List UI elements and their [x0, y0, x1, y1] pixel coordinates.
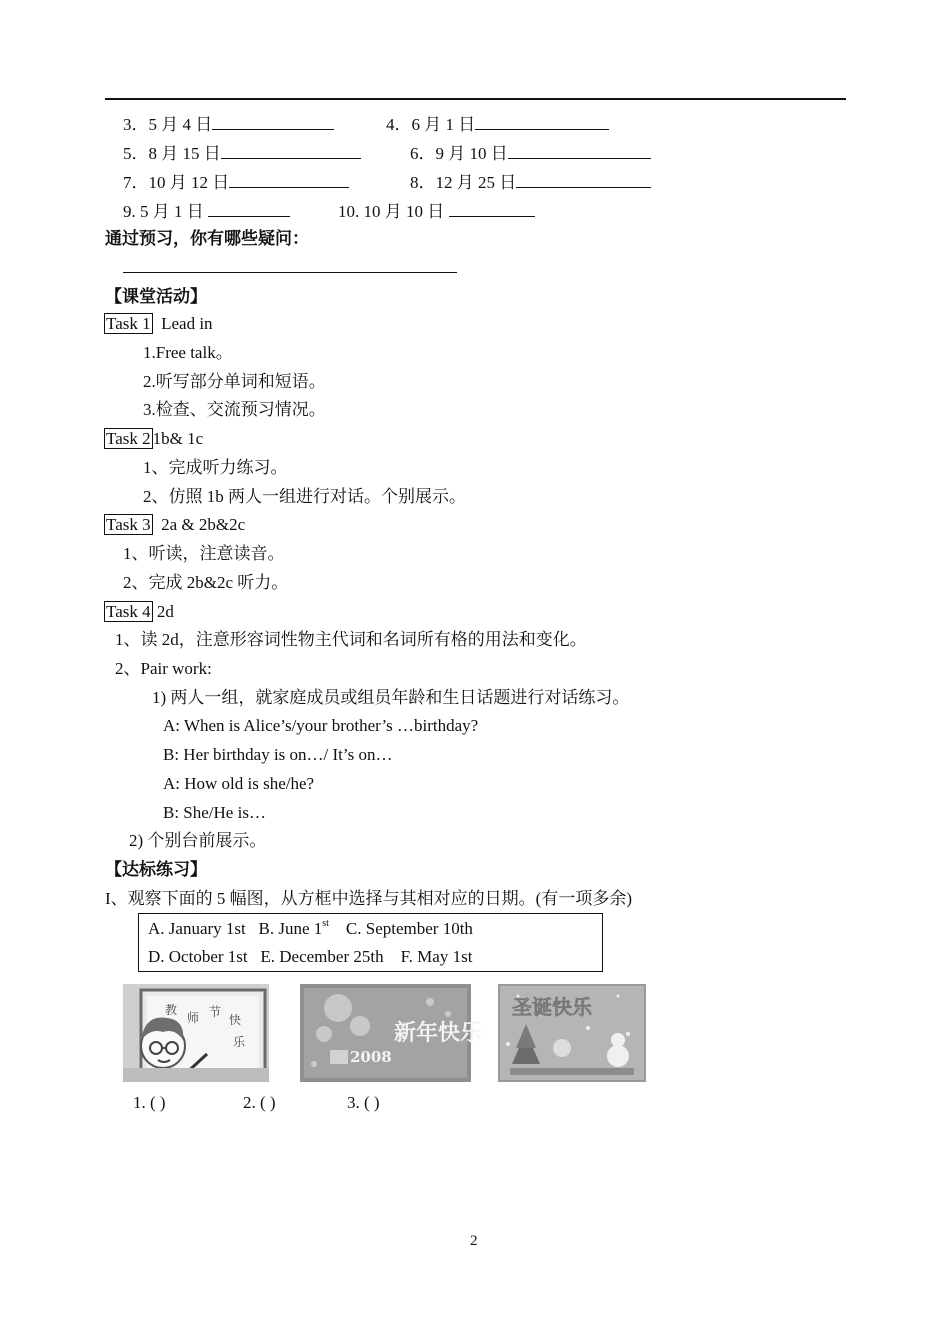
- dialogue-line: A: How old is she/he?: [163, 774, 315, 793]
- svg-text:圣诞快乐: 圣诞快乐: [512, 995, 592, 1019]
- task2-title: 1b& 1c: [152, 429, 204, 448]
- task2-item: 1、完成听力练习。: [143, 458, 288, 477]
- task3-header: [104, 516, 245, 533]
- christmas-picture: [498, 984, 646, 1082]
- svg-text:乐: 乐: [233, 1035, 246, 1049]
- task3-tag: Task 3: [106, 515, 151, 534]
- answer-blank[interactable]: [516, 172, 651, 188]
- answer-blank[interactable]: [229, 172, 349, 188]
- date-item-9: 9. 5 月 1 日: [123, 201, 290, 220]
- options-row-2: [148, 948, 472, 965]
- task1-title: Lead in: [161, 314, 213, 333]
- page-number: 2: [470, 1233, 478, 1249]
- task3-title: 2a & 2b&2c: [161, 515, 246, 534]
- task4-item2: 2、Pair work:: [115, 659, 212, 678]
- task4-item1: 1、读 2d，注意形容词性物主代词和名词所有格的用法和变化。: [115, 630, 587, 649]
- task3-item: 1、听读，注意读音。: [123, 544, 285, 563]
- task1-item: 3.检查、交流预习情况。: [143, 400, 326, 419]
- dialogue-line: B: She/He is…: [163, 803, 266, 822]
- option-b: B. June 1st: [258, 918, 329, 938]
- svg-text:节: 节: [209, 1005, 222, 1019]
- option-d: D. October 1st: [148, 947, 248, 966]
- date-item-10: 10. 10 月 10 日: [338, 201, 535, 220]
- new-year-picture: [300, 984, 483, 1082]
- svg-text:师: 师: [187, 1011, 200, 1025]
- date-item-3: 3．5 月 4 日: [123, 114, 334, 133]
- task4-title: 2d: [156, 602, 174, 621]
- dialogue-line: A: When is Alice’s/your brother’s …birthday?: [163, 716, 479, 735]
- answer-blank[interactable]: [475, 114, 609, 130]
- date-item-7: 7．10 月 12 日: [123, 172, 349, 191]
- task4-sub2: 2) 个别台前展示。: [129, 831, 267, 850]
- task4-header: [104, 603, 174, 620]
- option-c: C. September 10th: [345, 919, 473, 938]
- answer-blank[interactable]: [449, 201, 535, 217]
- preview-question: 通过预习，你有哪些疑问：: [105, 229, 309, 248]
- date-item-8: 8．12 月 25 日: [410, 172, 651, 191]
- date-item-5: 5．8 月 15 日: [123, 143, 361, 162]
- header-rule: [105, 98, 846, 100]
- task2-item: 2、仿照 1b 两人一组进行对话。个别展示。: [143, 487, 466, 506]
- answer-blank[interactable]: [208, 201, 290, 217]
- svg-text:2008: 2008: [350, 1048, 392, 1066]
- task3-item: 2、完成 2b&2c 听力。: [123, 573, 289, 592]
- answer-blank[interactable]: [221, 143, 361, 159]
- option-a: A. January 1st: [148, 919, 246, 938]
- task4-tag: Task 4: [106, 602, 151, 621]
- exercise-instruction: I、观察下面的 5 幅图，从方框中选择与其相对应的日期。(有一项多余): [105, 889, 632, 908]
- svg-text:快: 快: [229, 1013, 242, 1027]
- answer-blank[interactable]: [508, 143, 651, 159]
- practice-heading: 【达标练习】: [105, 860, 207, 879]
- teachers-day-picture: [123, 984, 269, 1082]
- question-answer-line[interactable]: [123, 272, 457, 273]
- svg-text:新年快乐: 新年快乐: [394, 1020, 483, 1046]
- date-item-6: 6．9 月 10 日: [410, 143, 651, 162]
- task1-item: 2.听写部分单词和短语。: [143, 372, 326, 391]
- answer-1[interactable]: 1. ( ): [133, 1093, 166, 1112]
- options-row-1: [148, 920, 473, 937]
- answer-2[interactable]: 2. ( ): [243, 1093, 276, 1112]
- svg-text:教: 教: [165, 1003, 178, 1017]
- task1-tag: Task 1: [106, 314, 151, 333]
- task2-header: [104, 430, 203, 447]
- task1-header: [104, 315, 213, 332]
- class-activity-heading: 【课堂活动】: [105, 287, 207, 306]
- option-f: F. May 1st: [400, 947, 473, 966]
- date-item-4: 4．6 月 1 日: [386, 114, 609, 133]
- option-e: E. December 25th: [260, 947, 384, 966]
- task4-sub1: 1) 两人一组，就家庭成员或组员年龄和生日话题进行对话练习。: [152, 688, 630, 707]
- task2-tag: Task 2: [106, 429, 151, 448]
- task1-item: 1.Free talk。: [143, 343, 233, 362]
- dialogue-line: B: Her birthday is on…/ It’s on…: [163, 745, 393, 764]
- answer-3[interactable]: 3. ( ): [347, 1093, 380, 1112]
- answer-blank[interactable]: [212, 114, 334, 130]
